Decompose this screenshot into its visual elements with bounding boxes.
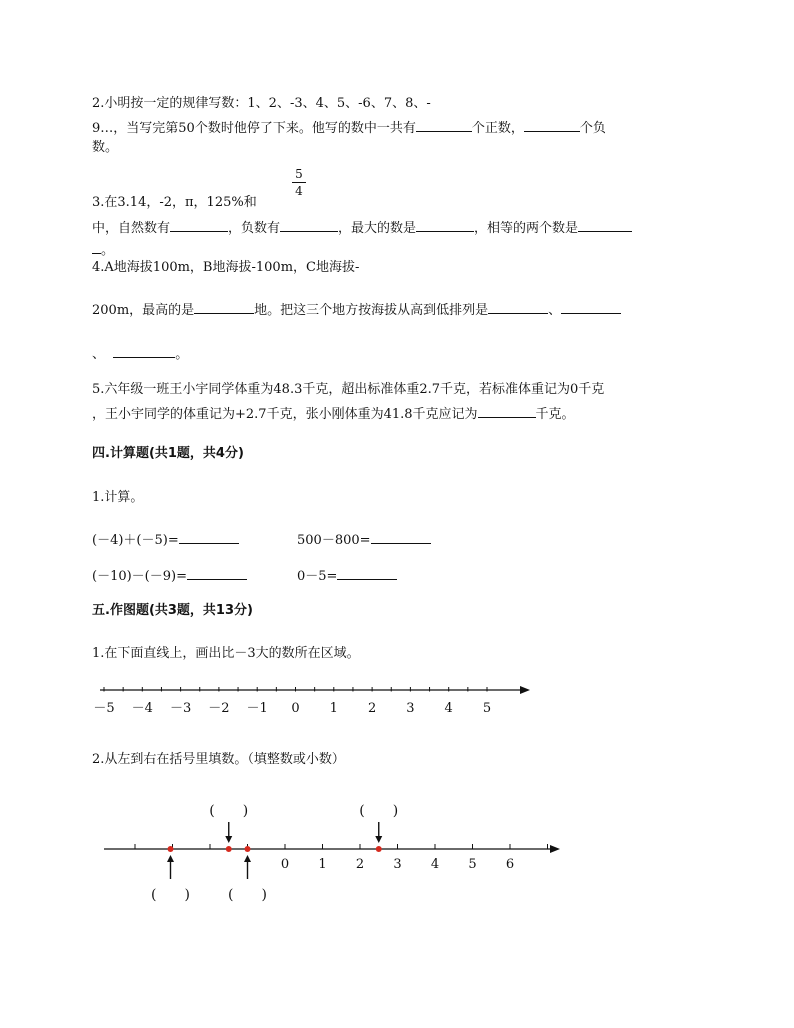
q3-fraction-numerator: 5 [295,167,303,181]
number-line-2-label: 4 [430,857,440,872]
number-line-1-label: －2 [208,701,230,716]
number-line-1-label: －3 [169,701,192,716]
q2-blank-2[interactable] [524,118,580,132]
q3-fraction-denominator: 4 [295,184,303,198]
q4-blank-2[interactable] [488,300,548,314]
section5-title: 五.作图题(共3题，共13分) [92,603,253,618]
section4-title: 四.计算题(共1题，共4分) [92,446,244,461]
q3-text-a: 中，自然数有 [92,221,171,236]
number-line-2-label: 2 [355,857,365,872]
number-line-2-arrowhead-down [375,836,382,843]
q4-text-e: 。 [175,347,189,362]
number-line-2[interactable] [0,795,794,910]
q4-line1: 4.A地海拔100m，B地海拔-100m，C地海拔- [92,260,360,275]
number-line-1-label: －5 [93,701,115,716]
number-line-1-label: 5 [482,701,492,716]
number-line-2-label: 0 [280,857,290,872]
q3-line3 [92,240,114,259]
q3-text-b: ，负数有 [228,221,281,236]
q4-blank-3[interactable] [561,300,621,314]
q5-text-a: ，王小宇同学的体重记为+2.7千克，张小刚体重为41.8千克应记为 [92,407,478,422]
q5-line1: 5.六年级一班王小宇同学体重为48.3千克，超出标准体重2.7千克，若标准体重记为0千克 [92,382,605,397]
q3-blank-3[interactable] [416,218,474,232]
number-line-2-arrowhead [550,845,560,853]
calc-expr-1-text: (－4)＋(－5)= [92,533,179,548]
q3-line2 [92,218,632,237]
number-line-1-label: －4 [131,701,153,716]
number-line-2-point [376,846,382,852]
q3-line1: 3.在3.14，-2，π，125%和 [92,195,257,210]
q3-blank-2[interactable] [280,218,338,232]
calc-expr-4 [297,566,397,585]
q5-text-b: 千克。 [535,407,575,422]
q4-blank-1[interactable] [194,300,254,314]
calc-blank-3[interactable] [187,566,247,580]
q2-line1: 2.小明按一定的规律写数：1、2、-3、4、5、-6、7、8、- [92,96,431,111]
q5-line2 [92,404,575,423]
number-line-2-point [226,846,232,852]
section4-q1: 1.计算。 [92,490,144,505]
calc-expr-4-text: 0－5= [297,569,338,584]
q3-text-c: ，最大的数是 [338,221,417,236]
q2-text-b: 个正数， [471,121,524,136]
calc-expr-2 [297,530,431,549]
number-line-1-label: 2 [367,701,377,716]
q3-fraction-bar [292,182,306,183]
calc-expr-3 [92,566,247,585]
number-line-1[interactable] [0,670,794,720]
number-line-2-label: 6 [505,857,515,872]
section5-q2: 2.从左到右在括号里填数。（填整数或小数） [92,752,345,767]
number-line-2-paren: ( ) [151,887,190,903]
number-line-2-paren: ( ) [228,887,267,903]
calc-expr-3-text: (－10)－(－9)= [92,569,187,584]
number-line-2-arrowhead-down [225,836,232,843]
q2-text-c: 个负 [579,121,606,136]
q3-fraction [292,167,306,198]
number-line-2-paren: ( ) [359,803,399,819]
number-line-1-label: 3 [406,701,415,716]
q4-blank-4[interactable] [113,344,175,358]
q4-text-b: 地。把这三个地方按海拔从高到低排列是 [254,303,489,318]
calc-blank-2[interactable] [371,530,431,544]
number-line-2-label: 1 [318,857,327,872]
q4-text-d: 、 [92,347,106,362]
q2-blank-1[interactable] [416,118,472,132]
q2-line3: 数。 [92,140,119,155]
number-line-1-arrowhead [520,686,530,694]
number-line-1-label: 0 [291,701,300,716]
number-line-1-label: －1 [246,701,268,716]
q4-line2 [92,300,621,319]
q2-text-a: 9…，当写完第50个数时他停了下来。他写的数中一共有 [92,121,416,136]
number-line-2-label: 3 [393,857,402,872]
q3-blank-4[interactable] [578,218,632,232]
number-line-1-label: 4 [444,701,453,716]
q3-text-d: ，相等的两个数是 [474,221,579,236]
calc-expr-1 [92,530,239,549]
q4-text-a: 200m，最高的是 [92,303,195,318]
calc-expr-2-text: 500－800= [297,533,371,548]
q4-text-c: 、 [548,303,562,318]
q3-text-end: 。 [101,243,115,258]
number-line-2-label: 5 [468,857,477,872]
number-line-2-point [245,846,251,852]
q5-blank-1[interactable] [478,404,536,418]
number-line-2-arrowhead-up [244,855,251,862]
q2-line2 [92,118,606,137]
q4-line3 [92,344,188,363]
number-line-2-paren: ( ) [209,803,249,819]
q3-blank-4-cont[interactable] [92,240,101,254]
number-line-1-label: 1 [329,701,338,716]
calc-blank-4[interactable] [337,566,397,580]
q3-blank-1[interactable] [170,218,228,232]
number-line-2-point [168,846,174,852]
number-line-2-arrowhead-up [167,855,174,862]
calc-blank-1[interactable] [179,530,239,544]
section5-q1: 1.在下面直线上，画出比－3大的数所在区域。 [92,646,360,661]
